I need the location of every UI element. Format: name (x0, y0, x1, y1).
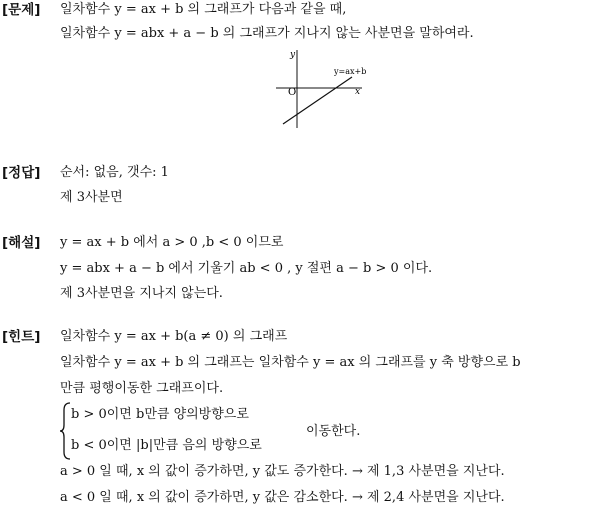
hint-move-text: 이동한다. (306, 424, 361, 439)
hint-case-positive: b > 0이면 b만큼 양의방향으로 (71, 407, 249, 422)
solution-tag: [해설] (2, 235, 41, 251)
origin-label: O (288, 87, 297, 98)
linear-graph (272, 44, 382, 132)
x-axis-label: x (355, 87, 361, 97)
problem-tag: [문제] (2, 2, 41, 18)
problem-line-1: 일차함수 y = ax + b 의 그래프가 다음과 같을 때, (60, 2, 347, 17)
answer-tag: [정답] (2, 165, 41, 181)
hint-line-1: 일차함수 y = ax + b(a ≠ 0) 의 그래프 (60, 329, 288, 344)
problem-line-2: 일차함수 y = abx + a − b 의 그래프가 지나지 않는 사분면을 말하여라. (60, 26, 474, 41)
graph-line-label: y=ax+b (334, 67, 367, 76)
hint-line-3: 만큼 평행이동한 그래프이다. (60, 381, 224, 396)
solution-line-2: y = abx + a − b 에서 기울기 ab < 0 , y 절편 a − b > 0 이다. (60, 261, 433, 276)
hint-case-negative: b < 0이면 |b|만큼 음의 방향으로 (71, 438, 262, 453)
solution-line-1: y = ax + b 에서 a > 0 ,b < 0 이므로 (60, 235, 284, 250)
answer-line-1: 순서: 없음, 갯수: 1 (60, 165, 169, 180)
hint-tag: [힌트] (2, 329, 41, 345)
hint-line-4: a > 0 일 때, x 의 값이 증가하면, y 값도 증가한다. → 제 1,3 사분면을 지난다. (60, 464, 505, 479)
answer-line-2: 제 3사분면 (60, 190, 123, 205)
y-axis-label: y (290, 50, 296, 60)
solution-line-3: 제 3사분면을 지나지 않는다. (60, 286, 223, 301)
hint-line-5: a < 0 일 때, x 의 값이 증가하면, y 값은 감소한다. → 제 2,4 사분면을 지난다. (60, 490, 505, 505)
hint-line-2: 일차함수 y = ax + b 의 그래프는 일차함수 y = ax 의 그래프를 y 축 방향으로 b (60, 355, 521, 370)
graph-line (283, 77, 352, 124)
